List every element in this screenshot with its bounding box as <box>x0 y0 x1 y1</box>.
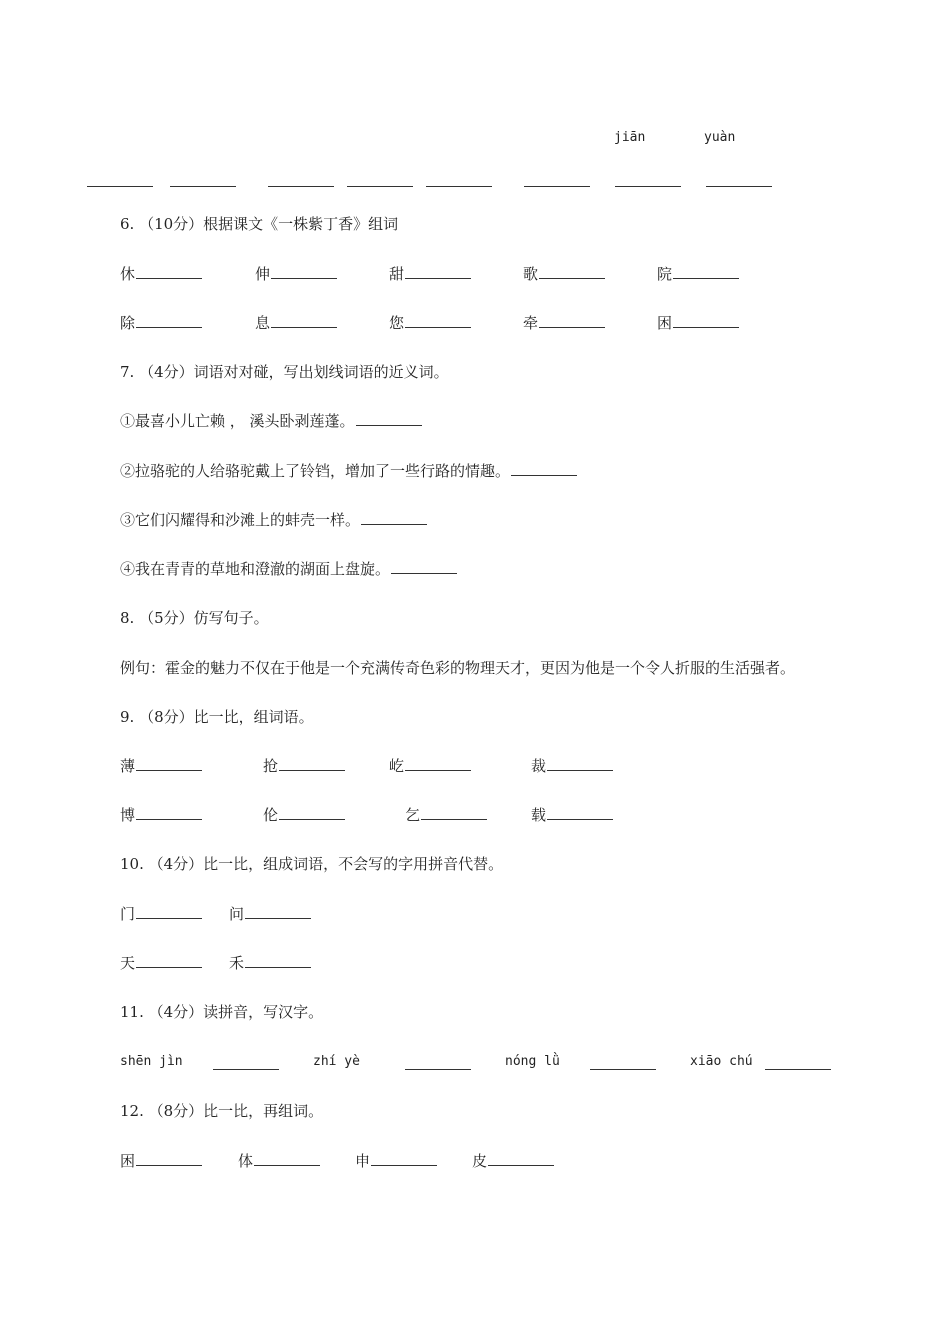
answer-blank[interactable] <box>405 313 471 328</box>
q10-row2-item: 天 <box>120 953 202 973</box>
q10-row1-item: 问 <box>229 904 311 924</box>
q11-pinyin: zhí yè <box>313 1054 360 1069</box>
question-9-title: 9. （8分）比一比，组词语。 <box>120 708 314 726</box>
q6-row1-item: 休 <box>120 264 202 284</box>
q7-item: ①最喜小儿亡赖 ， 溪头卧剥莲蓬。 <box>120 411 422 431</box>
answer-blank[interactable] <box>245 953 311 968</box>
answer-blank[interactable] <box>673 313 739 328</box>
answer-blank[interactable] <box>87 186 153 187</box>
answer-blank[interactable] <box>279 756 345 771</box>
q8-example-sentence: 例句：霍金的魅力不仅在于他是一个充满传奇色彩的物理天才，更因为他是一个令人折服的生活强者。 <box>120 659 796 677</box>
answer-blank[interactable] <box>405 1069 471 1070</box>
answer-blank[interactable] <box>405 264 471 279</box>
answer-blank[interactable] <box>136 805 202 820</box>
answer-blank[interactable] <box>245 904 311 919</box>
q9-row1-item: 裁 <box>531 756 613 776</box>
q9-row2-item: 伦 <box>263 805 345 825</box>
q6-row1-item: 伸 <box>255 264 337 284</box>
answer-blank[interactable] <box>254 1151 320 1166</box>
answer-blank[interactable] <box>347 186 413 187</box>
answer-blank[interactable] <box>279 805 345 820</box>
question-12-title: 12. （8分）比一比，再组词。 <box>120 1102 324 1120</box>
q11-pinyin: shēn jìn <box>120 1054 183 1069</box>
q9-row2-item: 博 <box>120 805 202 825</box>
q11-pinyin: xiāo chú <box>690 1054 753 1069</box>
answer-blank[interactable] <box>405 756 471 771</box>
answer-blank[interactable] <box>136 313 202 328</box>
answer-blank[interactable] <box>361 510 427 525</box>
answer-blank[interactable] <box>421 805 487 820</box>
answer-blank[interactable] <box>511 461 577 476</box>
q10-row1-item: 门 <box>120 904 202 924</box>
q12-row1-item: 皮 <box>472 1151 554 1171</box>
q11-pinyin: nóng lǜ <box>505 1054 560 1069</box>
answer-blank[interactable] <box>539 313 605 328</box>
q12-row1-item: 困 <box>120 1151 202 1171</box>
answer-blank[interactable] <box>765 1069 831 1070</box>
answer-blank[interactable] <box>524 186 590 187</box>
q6-row1-item: 甜 <box>389 264 471 284</box>
q7-item: ②拉骆驼的人给骆驼戴上了铃铛，增加了一些行路的情趣。 <box>120 461 577 481</box>
q6-row2-item: 困 <box>657 313 739 333</box>
pinyin-jian: jiān <box>614 130 646 145</box>
answer-blank[interactable] <box>268 186 334 187</box>
q12-row1-item: 体 <box>238 1151 320 1171</box>
q7-item: ④我在青青的草地和澄澈的湖面上盘旋。 <box>120 559 457 579</box>
answer-blank[interactable] <box>615 186 681 187</box>
q6-row2-item: 牵 <box>523 313 605 333</box>
answer-blank[interactable] <box>706 186 772 187</box>
question-11-title: 11. （4分）读拼音，写汉字。 <box>120 1003 324 1021</box>
q7-item: ③它们闪耀得和沙滩上的蚌壳一样。 <box>120 510 427 530</box>
question-6-title: 6. （10分）根据课文《一株紫丁香》组词 <box>120 215 399 233</box>
answer-blank[interactable] <box>271 313 337 328</box>
answer-blank[interactable] <box>547 805 613 820</box>
question-10-title: 10. （4分）比一比，组成词语，不会写的字用拼音代替。 <box>120 855 504 873</box>
q10-row2-item: 禾 <box>229 953 311 973</box>
q6-row2-item: 您 <box>389 313 471 333</box>
answer-blank[interactable] <box>136 1151 202 1166</box>
answer-blank[interactable] <box>426 186 492 187</box>
answer-blank[interactable] <box>271 264 337 279</box>
answer-blank[interactable] <box>136 264 202 279</box>
answer-blank[interactable] <box>170 186 236 187</box>
question-8-title: 8. （5分）仿写句子。 <box>120 609 269 627</box>
answer-blank[interactable] <box>136 904 202 919</box>
answer-blank[interactable] <box>539 264 605 279</box>
q6-row1-item: 院 <box>657 264 739 284</box>
answer-blank[interactable] <box>590 1069 656 1070</box>
q6-row2-item: 息 <box>255 313 337 333</box>
q9-row2-item: 乞 <box>405 805 487 825</box>
pinyin-yuan: yuàn <box>704 130 736 145</box>
answer-blank[interactable] <box>213 1069 279 1070</box>
answer-blank[interactable] <box>136 756 202 771</box>
answer-blank[interactable] <box>547 756 613 771</box>
q9-row1-item: 薄 <box>120 756 202 776</box>
answer-blank[interactable] <box>136 953 202 968</box>
question-7-title: 7. （4分）词语对对碰，写出划线词语的近义词。 <box>120 363 449 381</box>
answer-blank[interactable] <box>391 559 457 574</box>
answer-blank[interactable] <box>488 1151 554 1166</box>
q6-row1-item: 歌 <box>523 264 605 284</box>
q6-row2-item: 除 <box>120 313 202 333</box>
q12-row1-item: 申 <box>355 1151 437 1171</box>
q9-row1-item: 抢 <box>263 756 345 776</box>
answer-blank[interactable] <box>673 264 739 279</box>
q9-row2-item: 载 <box>531 805 613 825</box>
answer-blank[interactable] <box>371 1151 437 1166</box>
q9-row1-item: 屹 <box>389 756 471 776</box>
answer-blank[interactable] <box>356 411 422 426</box>
